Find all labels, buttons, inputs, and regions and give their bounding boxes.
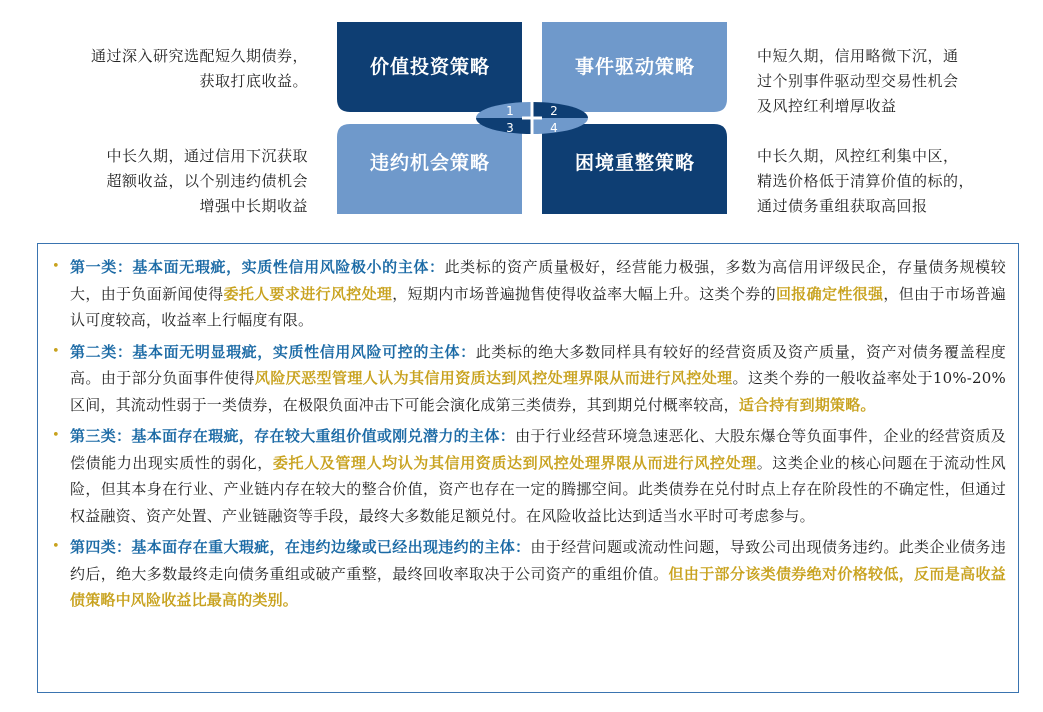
quadrant-number: 4	[550, 121, 558, 135]
desc-line: 及风控红利增厚收益	[757, 97, 897, 115]
category-item	[48, 339, 1006, 419]
highlight-text: 委托人要求进行风控处理	[223, 284, 393, 303]
body-text: 。这类企业的核心问题在于流动性风险，但其本身在行业、产业链内存在较大的整合价值，资产也存在一定的腾挪空间。此类债券在兑付时点上存在阶段性的不确定性，但通过权益融资、资产处置、产业链融资等手段，最终大多数能足额兑付。在风险收益比达到适当水平时可考虑参与。	[70, 453, 1006, 525]
bullet-icon: •	[52, 259, 60, 274]
desc-line: 过个别事件驱动型交易性机会	[757, 72, 959, 90]
desc-line: 获取打底收益。	[199, 72, 308, 90]
quadrant-label: 价值投资策略	[369, 56, 491, 78]
body-text: 此类标的资产质量极好，经营能力极强，多数为高信用评级民企，存量债务规模较大，由于负面新闻使得	[70, 258, 1006, 303]
quadrant-label: 违约机会策略	[369, 152, 491, 174]
bullet-icon: •	[52, 428, 60, 443]
body-text: ，但由于市场普遍认可度较高，收益率上行幅度有限。	[70, 284, 1006, 329]
highlight-text: 回报确定性很强	[775, 284, 884, 303]
desc-bottom-left	[40, 144, 308, 219]
desc-line: 中长久期，风控红利集中区，	[757, 147, 959, 165]
category-heading: 第四类：基本面存在重大瑕疵，在违约边缘或已经出现违约的主体：	[70, 538, 531, 556]
body-text: 由于经营问题或流动性问题，导致公司出现债务违约。此类企业债务违约后，绝大多数最终走向债务重组或破产重整，最终回收率取决于公司资产的重组价值。	[70, 538, 1006, 583]
desc-line: 精选价格低于清算价值的标的，	[757, 172, 975, 190]
desc-line: 增强中长期收益	[199, 197, 308, 215]
quadrant-label: 事件驱动策略	[574, 56, 696, 78]
desc-top-left	[40, 44, 308, 94]
desc-line: 超额收益，以个别违约债机会	[106, 172, 308, 190]
highlight-text: 委托人及管理人均认为其信用资质达到风控处理界限从而进行风控处理	[272, 453, 757, 472]
category-item	[48, 423, 1006, 529]
highlight-text: 风险厌恶型管理人认为其信用资质达到风控处理界限从而进行风控处理	[254, 369, 733, 387]
highlight-text: 但由于部分该类债券绝对价格较低，反而是高收益债策略中风险收益比最高的类别。	[70, 564, 1006, 609]
desc-top-right	[757, 44, 1027, 119]
bullet-icon: •	[52, 343, 60, 359]
category-panel	[37, 243, 1019, 693]
category-item	[48, 534, 1006, 614]
category-heading: 第三类：基本面存在瑕疵，存在较大重组价值或刚兑潜力的主体：	[70, 427, 516, 445]
quadrant-number: 1	[506, 104, 514, 118]
body-text: 由于行业经营环境急速恶化、大股东爆仓等负面事件，企业的经营资质及偿债能力出现实质性的弱化，	[70, 427, 1007, 472]
body-text: 此类标的绝大多数同样具有较好的经营资质及资产质量，资产对债务覆盖程度高。由于部分负面事件使得	[70, 342, 1006, 387]
category-item	[48, 254, 1006, 334]
desc-line: 通过债务重组获取高回报	[757, 197, 928, 215]
desc-line: 通过深入研究选配短久期债券，	[90, 47, 308, 65]
strategy-quadrant-diagram	[332, 20, 732, 216]
highlight-text: 适合持有到期策略。	[738, 395, 876, 414]
category-heading: 第二类：基本面无明显瑕疵，实质性信用风险可控的主体：	[70, 342, 476, 361]
category-heading: 第一类：基本面无瑕疵，实质性信用风险极小的主体：	[70, 258, 445, 276]
body-text: ，短期内市场普遍抛售使得收益率大幅上升。这类个券的	[392, 284, 776, 303]
desc-line: 中短久期，信用略微下沉，通	[757, 47, 959, 65]
quadrant-number: 2	[550, 104, 558, 118]
desc-line: 中长久期，通过信用下沉获取	[106, 147, 308, 165]
bullet-icon: •	[52, 539, 60, 554]
desc-bottom-right	[757, 144, 1027, 219]
quadrant-label: 困境重整策略	[574, 152, 696, 174]
body-text: 。这类个券的一般收益率处于10%-20%区间，其流动性弱于一类债券，在极限负面冲击下可能会演化成第三类债券，其到期兑付概率较高，	[70, 369, 1006, 414]
quadrant-number: 3	[506, 121, 514, 135]
